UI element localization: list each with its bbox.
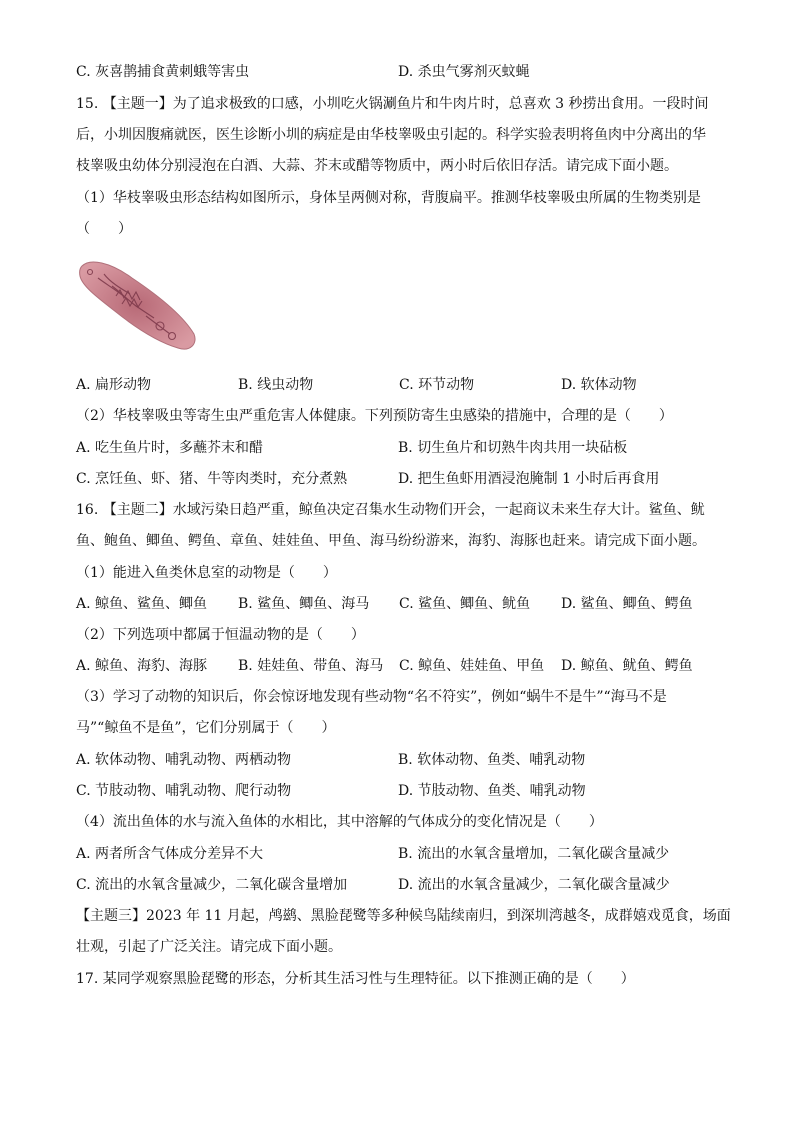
theme3-line2: 壮观，引起了广泛关注。请完成下面小题。 [76, 939, 342, 955]
q15-sub1-option-a: A. 扁形动物 [76, 377, 152, 393]
q16-sub4-option-c: C. 流出的水氧含量减少，二氧化碳含量增加 [76, 877, 348, 893]
q16-sub3-option-a: A. 软体动物、哺乳动物、两栖动物 [76, 752, 292, 768]
q15-sub1-option-c: C. 环节动物 [399, 377, 475, 393]
q16-sub4-option-b: B. 流出的水氧含量增加，二氧化碳含量减少 [398, 846, 670, 862]
q14-option-d: D. 杀虫气雾剂灭蚊蝇 [398, 64, 530, 80]
q14-option-c: C. 灰喜鹊捕食黄刺蛾等害虫 [76, 64, 250, 80]
q16-sub1-option-d: D. 鲨鱼、鲫鱼、鳄鱼 [561, 596, 693, 612]
q16-stem-line1: 16. 【主题二】水域污染日趋严重，鲸鱼决定召集水生动物们开会，一起商议未来生存大计。鲨鱼、鱿 [76, 502, 705, 518]
q15-stem-line3: 枝睾吸虫幼体分别浸泡在白酒、大蒜、芥末或醋等物质中，两小时后依旧存活。请完成下面小题。 [76, 158, 678, 174]
q16-sub4-stem: （4）流出鱼体的水与流入鱼体的水相比，其中溶解的气体成分的变化情况是（ ） [76, 814, 603, 830]
q16-sub3-line2: 马”“鲸鱼不是鱼”，它们分别属于（ ） [76, 720, 336, 736]
q16-sub3-option-d: D. 节肢动物、鱼类、哺乳动物 [398, 783, 586, 799]
q16-sub1-option-b: B. 鲨鱼、鲫鱼、海马 [238, 596, 370, 612]
q15-sub1-option-b: B. 线虫动物 [238, 377, 314, 393]
q16-sub2-option-c: C. 鲸鱼、娃娃鱼、甲鱼 [399, 658, 545, 674]
q15-sub2-option-b: B. 切生鱼片和切熟牛肉共用一块砧板 [398, 440, 628, 456]
q15-sub1-line1: （1）华枝睾吸虫形态结构如图所示，身体呈两侧对称，背腹扁平。推测华枝睾吸虫所属的生物类别是 [76, 190, 701, 206]
q17-stem: 17. 某同学观察黑脸琵鹭的形态，分析其生活习性与生理特征。以下推测正确的是（ ） [76, 971, 635, 987]
q16-sub1-stem: （1）能进入鱼类休息室的动物是（ ） [76, 565, 337, 581]
q16-sub3-option-c: C. 节肢动物、哺乳动物、爬行动物 [76, 783, 292, 799]
q16-stem-line2: 鱼、鲍鱼、鲫鱼、鳄鱼、章鱼、娃娃鱼、甲鱼、海马纷纷游来，海豹、海豚也赶来。请完成下面小题。 [76, 533, 706, 549]
q16-sub4-option-d: D. 流出的水氧含量减少，二氧化碳含量减少 [398, 877, 670, 893]
fluke-illustration [76, 256, 200, 354]
q16-sub4-option-a: A. 两者所含气体成分差异不大 [76, 846, 264, 862]
q16-sub1-option-a: A. 鲸鱼、鲨鱼、鲫鱼 [76, 596, 208, 612]
q15-sub1-line2: （ ） [76, 221, 132, 237]
q15-sub1-option-d: D. 软体动物 [561, 377, 637, 393]
q16-sub2-option-a: A. 鲸鱼、海豹、海豚 [76, 658, 208, 674]
q15-sub2-stem: （2）华枝睾吸虫等寄生虫严重危害人体健康。下列预防寄生虫感染的措施中，合理的是（ ） [76, 408, 673, 424]
q16-sub2-option-d: D. 鲸鱼、鱿鱼、鳄鱼 [561, 658, 693, 674]
theme3-line1: 【主题三】2023 年 11 月起，鸬鹚、黑脸琵鹭等多种候鸟陆续南归，到深圳湾越冬，成群嬉戏觅食，场面 [76, 908, 731, 924]
q15-sub2-option-a: A. 吃生鱼片时，多蘸芥末和醋 [76, 440, 264, 456]
q16-sub3-line1: （3）学习了动物的知识后，你会惊讶地发现有些动物“名不符实”，例如“蜗牛不是牛”“海马不是 [76, 689, 667, 705]
q16-sub1-option-c: C. 鲨鱼、鲫鱼、鱿鱼 [399, 596, 531, 612]
q15-stem-line1: 15. 【主题一】为了追求极致的口感，小圳吃火锅涮鱼片和牛肉片时，总喜欢 3 秒捞出食用。一段时间 [76, 96, 709, 112]
q16-sub2-stem: （2）下列选项中都属于恒温动物的是（ ） [76, 627, 365, 643]
q16-sub2-option-b: B. 娃娃鱼、带鱼、海马 [238, 658, 384, 674]
q16-sub3-option-b: B. 软体动物、鱼类、哺乳动物 [398, 752, 586, 768]
q15-sub2-option-c: C. 烹饪鱼、虾、猪、牛等肉类时，充分煮熟 [76, 471, 348, 487]
q15-sub2-option-d: D. 把生鱼虾用酒浸泡腌制 1 小时后再食用 [398, 471, 660, 487]
q15-stem-line2: 后，小圳因腹痛就医，医生诊断小圳的病症是由华枝睾吸虫引起的。科学实验表明将鱼肉中分离出的华 [76, 127, 706, 143]
